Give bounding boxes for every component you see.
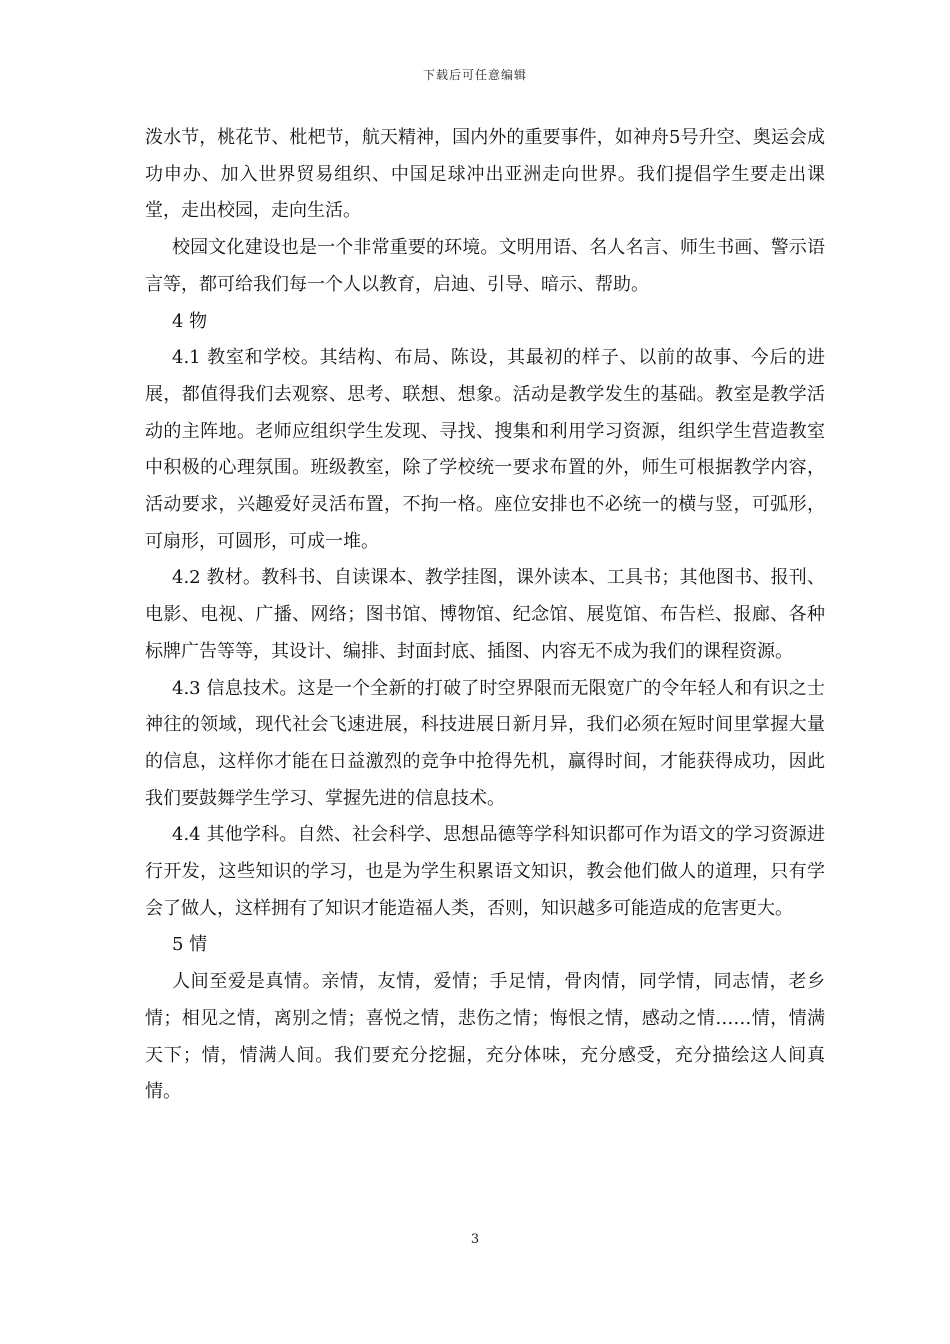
page-header: 下载后可任意编辑 [422,68,527,82]
paragraph-classroom: 4.1 教室和学校。其结构、布局、陈设，其最初的样子、以前的故事、今后的进展，都值得我们去观察、思考、联想、想象。活动是教学发生的基础。教室是教学活动的主阵地。老师应组织学生发现、寻找、搜集和利用学习资源，组织学生营造教室中积极的心理氛围。班级教室，除了学校统一要求布置的外，师生可根据教学内容，活动要求，兴趣爱好灵活布置，不拘一格。座位安排也不必统一的横与竖，可弧形，可扇形，可圆形，可成一堆。 [145,347,825,552]
paragraph-festivals: 泼水节，桃花节、枇杷节，航天精神，国内外的重要事件，如神舟5号升空、奥运会成功申办、加入世界贸易组织、中国足球冲出亚洲走向世界。我们提倡学生要走出课堂，走出校园，走向生活。 [145,127,825,222]
document-body [145,120,825,1111]
paragraph-other-subjects: 4.4 其他学科。自然、社会科学、思想品德等学科知识都可作为语文的学习资源进行开发，这些知识的学习，也是为学生积累语文知识，教会他们做人的道理，只有学会了做人，这样拥有了知识才能造福人类，否则，知识越多可能造成的危害更大。 [145,824,825,919]
section-heading-objects: 4 物 [172,310,208,332]
page-number: 3 [470,1232,480,1247]
paragraph-campus-culture: 校园文化建设也是一个非常重要的环境。文明用语、名人名言、师生书画、警示语言等，都可给我们每一个人以教育，启迪、引导、暗示、帮助。 [145,237,825,295]
section-heading-emotion: 5 情 [172,934,208,956]
paragraph-info-tech: 4.3 信息技术。这是一个全新的打破了时空界限而无限宽广的令年轻人和有识之士神往的领域，现代社会飞速进展，科技进展日新月异，我们必须在短时间里掌握大量的信息，这样你才能在日益激烈的竞争中抢得先机，赢得时间，才能获得成功，因此我们要鼓舞学生学习、掌握先进的信息技术。 [145,677,825,809]
paragraph-emotion: 人间至爱是真情。亲情，友情，爱情；手足情，骨肉情，同学情，同志情，老乡情；相见之情，离别之情；喜悦之情，悲伤之情；悔恨之情，感动之情……情，情满天下；情，情满人间。我们要充分挖掘，充分体味，充分感受，充分描绘这人间真情。 [145,971,825,1103]
paragraph-materials: 4.2 教材。教科书、自读课本、教学挂图，课外读本、工具书；其他图书、报刊、电影、电视、广播、网络；图书馆、博物馆、纪念馆、展览馆、布告栏、报廊、各种标牌广告等等，其设计、编排、封面封底、插图、内容无不成为我们的课程资源。 [145,567,825,662]
